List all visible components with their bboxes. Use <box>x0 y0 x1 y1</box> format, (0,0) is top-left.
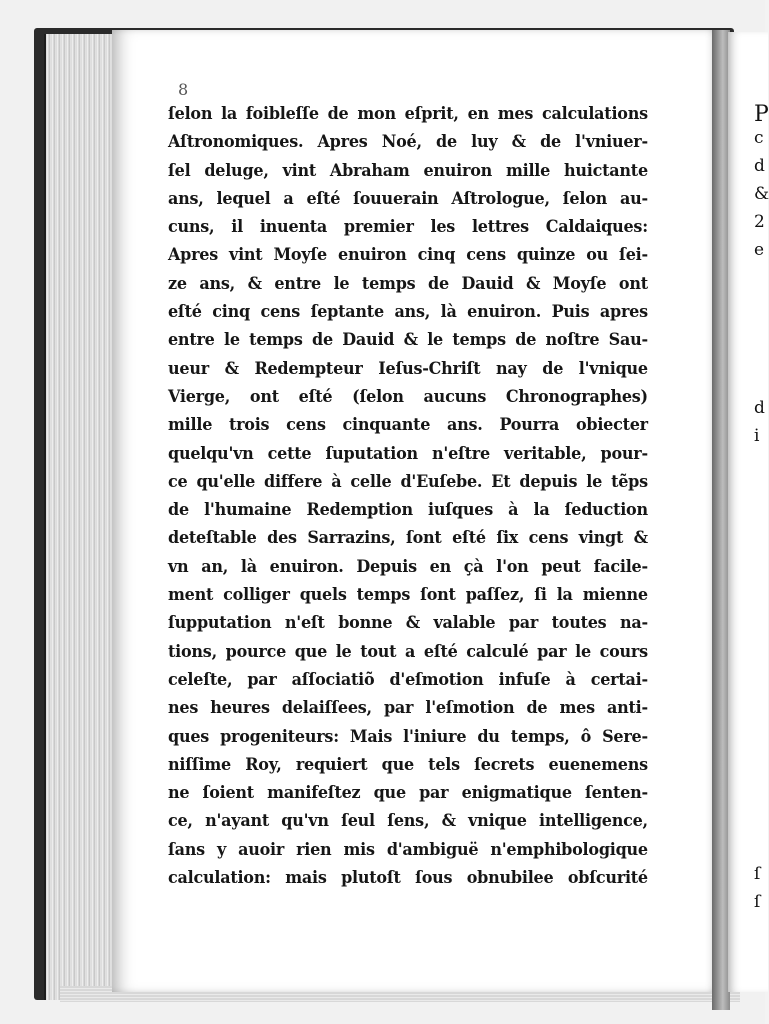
text-line: ques progeniteurs: Mais l'iniure du temps, ô Sere- <box>168 726 648 747</box>
text-line: tions, pource que le tout a eſté calculé par le cours <box>168 641 648 662</box>
next-page-fragment: d <box>754 398 765 418</box>
text-line: ſupputation n'eſt bonne & valable par toutes na- <box>168 613 648 634</box>
text-line: Apres vint Moyſe enuiron cinq cens quinze ou ſei- <box>168 245 648 266</box>
text-line: ce qu'elle differe à celle d'Euſebe. Et depuis le tẽps <box>168 471 648 492</box>
next-page-fragment: P <box>754 102 769 127</box>
next-page-fragment: c <box>754 128 764 148</box>
text-line: entre le temps de Dauid & le temps de noſtre Sau- <box>168 330 648 351</box>
text-line: deteſtable des Sarrazins, ſont eſté ſix cens vingt & <box>168 528 648 549</box>
next-page-fragment: e <box>754 240 765 260</box>
text-line: niſſime Roy, requiert que tels ſecrets euenemens <box>168 754 648 775</box>
page-mark: 8 <box>178 80 189 99</box>
text-line: Aſtronomiques. Apres Noé, de luy & de l'vniuer- <box>168 132 648 153</box>
text-line: ce, n'ayant qu'vn ſeul ſens, & vnique intelligence, <box>168 811 648 832</box>
text-line: ueur & Redempteur Ieſus-Chriſt nay de l'vnique <box>168 358 648 379</box>
next-page-fragment: d <box>754 156 765 176</box>
text-line: ans, lequel a eſté ſouuerain Aſtrologue, ſelon au- <box>168 188 648 209</box>
next-page-fragment: 2 <box>754 212 765 232</box>
text-line: ſel deluge, vint Abraham enuiron mille huictante <box>168 160 648 181</box>
text-line: vn an, là enuiron. Depuis en çà l'on peut facile- <box>168 556 648 577</box>
text-line: ne ſoient manifeſtez que par enigmatique ſenten- <box>168 783 648 804</box>
next-page-fragment: ſ <box>754 892 761 912</box>
text-line: cuns, il inuenta premier les lettres Caldaiques: <box>168 217 648 238</box>
text-line: ze ans, & entre le temps de Dauid & Moyſe ont <box>168 273 648 294</box>
text-line: ſans y auoir rien mis d'ambiguë n'emphibologique <box>168 839 648 860</box>
text-line: eſté cinq cens ſeptante ans, là enuiron. Puis apres <box>168 302 648 323</box>
text-line: celeſte, par aſſociatiõ d'eſmotion infuſe à certai- <box>168 669 648 690</box>
text-line: quelqu'vn cette ſuputation n'eſtre veritable, pour- <box>168 443 648 464</box>
text-line: Vierge, ont eſté (ſelon aucuns Chronographes) <box>168 386 648 407</box>
next-page-fragment: ſ <box>754 864 761 884</box>
right-page-edge <box>728 32 768 992</box>
page-text <box>168 100 684 892</box>
text-line: ment colliger quels temps ſont paſſez, ſi la mienne <box>168 585 648 606</box>
next-page-fragment: & <box>754 184 769 204</box>
text-line: de l'humaine Redemption iuſques à la ſeduction <box>168 500 648 521</box>
text-line: mille trois cens cinquante ans. Pourra obiecter <box>168 415 648 436</box>
next-page-fragment: i <box>754 426 760 446</box>
text-line: ſelon la foibleſſe de mon eſprit, en mes calculations <box>168 104 648 124</box>
text-line: nes heures delaiſſees, par l'eſmotion de mes anti- <box>168 698 648 719</box>
text-line: calculation: mais plutoſt ſous obnubilee obſcurité <box>168 868 648 889</box>
